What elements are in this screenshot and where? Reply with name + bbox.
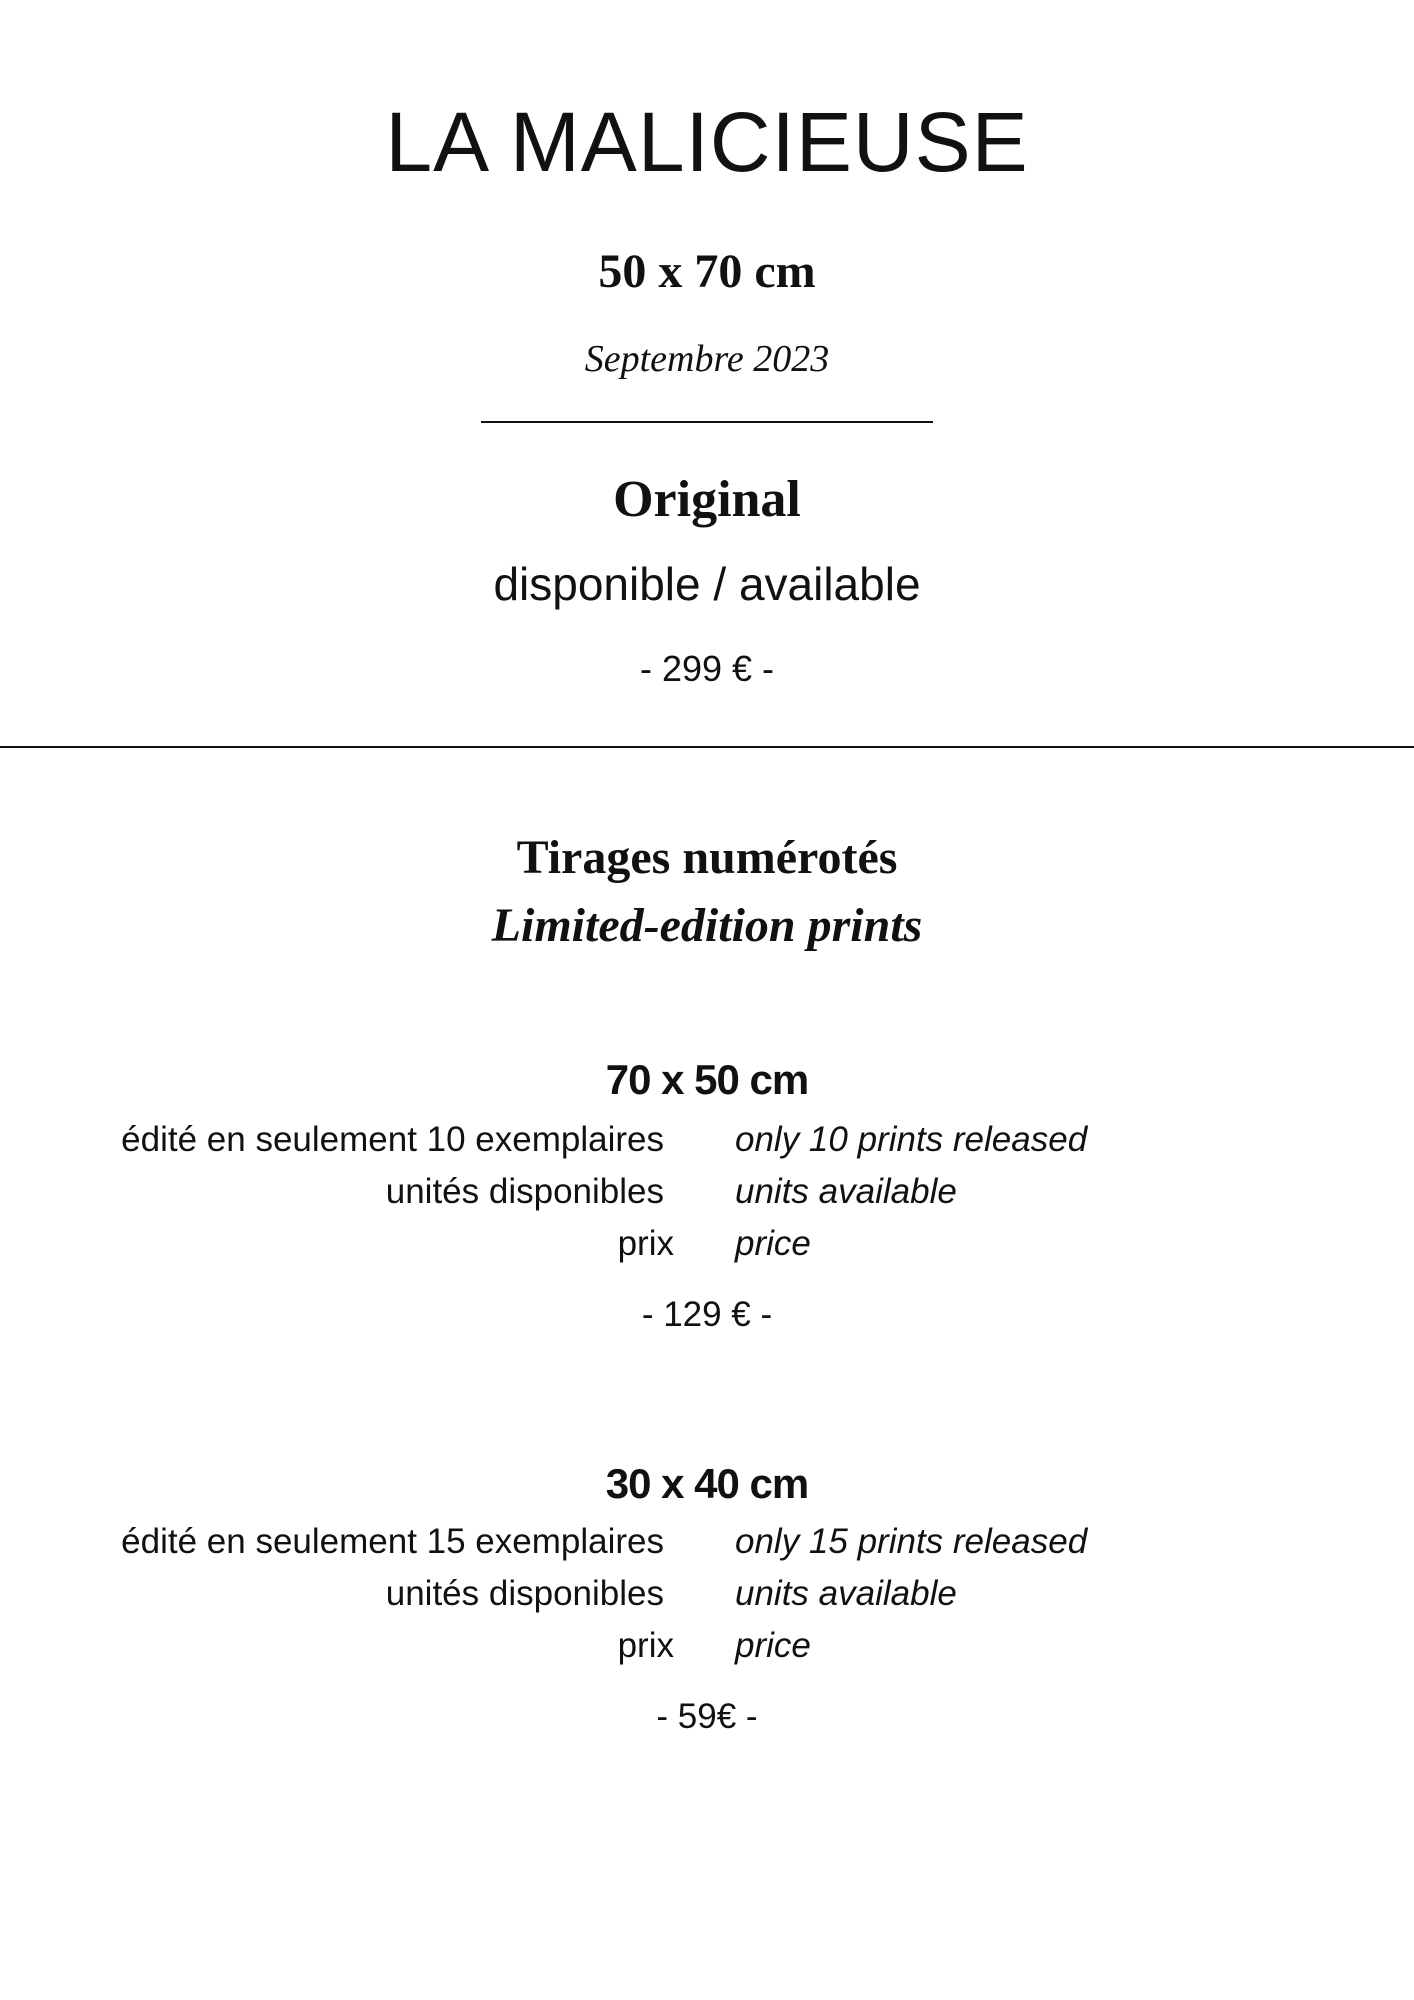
units-label-en: units available [735,1172,957,1211]
edition-row [0,1518,1414,1566]
price-label-fr: prix [617,1626,674,1665]
print-format-size: 30 x 40 cm [605,1460,809,1507]
edition-label-fr: édité en seulement 10 exemplaires [121,1120,664,1159]
original-price: - 299 € - [639,648,775,689]
artwork-title: LA MALICIEUSE [385,95,1029,189]
prints-subheading: Limited-edition prints [491,899,923,952]
units-row [0,1570,1414,1618]
edition-row [0,1116,1414,1164]
section-divider [0,746,1414,748]
edition-label-fr: édité en seulement 15 exemplaires [121,1522,664,1561]
units-label-en: units available [735,1574,957,1613]
units-row [0,1168,1414,1216]
artwork-dimensions: 50 x 70 cm [598,245,816,298]
price-row [0,1622,1414,1670]
print-price: - 129 € - [641,1295,773,1334]
units-label-fr: unités disponibles [385,1172,664,1211]
price-row [0,1220,1414,1268]
price-label-en: price [735,1626,811,1665]
edition-label-en: only 10 prints released [735,1120,1088,1159]
original-heading: Original [613,471,801,528]
original-availability: disponible / available [493,558,921,610]
print-format-size: 70 x 50 cm [605,1056,809,1103]
prints-heading: Tirages numérotés [516,831,898,884]
price-label-en: price [735,1224,811,1263]
artwork-date: Septembre 2023 [584,338,830,380]
print-price: - 59€ - [656,1697,758,1736]
title-divider [481,421,933,423]
units-label-fr: unités disponibles [385,1574,664,1613]
edition-label-en: only 15 prints released [735,1522,1088,1561]
price-label-fr: prix [617,1224,674,1263]
